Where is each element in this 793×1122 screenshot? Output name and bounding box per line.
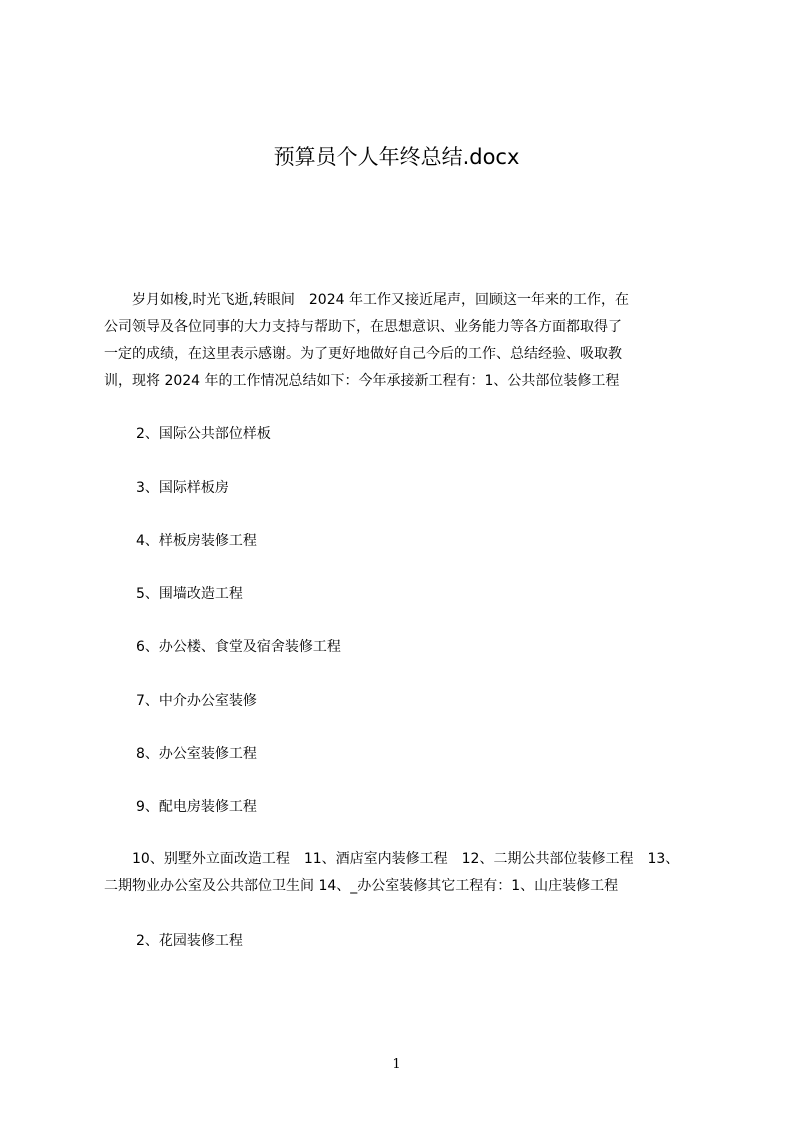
projects-line: 10、别墅外立面改造工程 11、酒店室内装修工程 12、二期公共部位装修工程 13、 (104, 851, 680, 867)
list-item: 7、中介办公室装修 (136, 693, 257, 709)
list-item: 2、花园装修工程 (136, 933, 243, 949)
document-title: 预算员个人年终总结.docx (273, 145, 520, 169)
list-item: 9、配电房装修工程 (136, 799, 257, 815)
intro-line: 一定的成绩，在这里表示感谢。为了更好地做好自己今后的工作、总结经验、吸取教 (104, 346, 622, 362)
list-item: 8、办公室装修工程 (136, 746, 257, 762)
page-number: 1 (392, 1057, 401, 1072)
list-item: 2、国际公共部位样板 (136, 426, 271, 442)
projects-line: 二期物业办公室及公共部位卫生间 14、_办公室装修其它工程有：1、山庄装修工程 (104, 878, 619, 894)
list-item: 3、国际样板房 (136, 480, 229, 496)
list-item: 6、办公楼、食堂及宿舍装修工程 (136, 639, 341, 655)
intro-line: 训，现将 2024 年的工作情况总结如下：今年承接新工程有：1、公共部位装修工程 (104, 373, 620, 389)
list-item: 5、围墙改造工程 (136, 586, 243, 602)
intro-line: 岁月如梭,时光飞逝,转眼间 2024 年工作又接近尾声，回顾这一年来的工作，在 (104, 292, 629, 308)
list-item: 4、样板房装修工程 (136, 533, 257, 549)
projects-paragraph (104, 846, 708, 900)
intro-line: 公司领导及各位同事的大力支持与帮助下，在思想意识、业务能力等各方面都取得了 (104, 319, 622, 335)
intro-paragraph (104, 287, 708, 395)
